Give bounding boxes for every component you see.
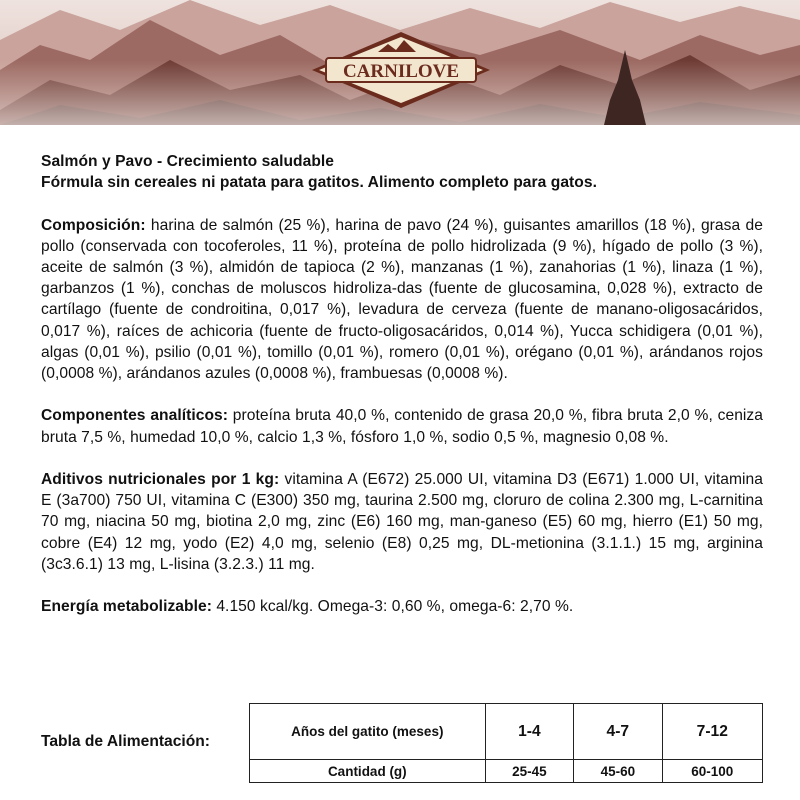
brand-logo xyxy=(308,30,494,110)
age-cell: 4-7 xyxy=(574,704,662,760)
amount-cell: 45-60 xyxy=(574,760,662,783)
amount-cell: 60-100 xyxy=(662,760,762,783)
additives-label: Aditivos nutricionales por 1 kg: xyxy=(41,471,280,488)
additives-paragraph xyxy=(41,469,763,575)
feeding-section xyxy=(41,703,763,783)
energy-text: 4.150 kcal/kg. Omega-3: 0,60 %, omega-6: 2,70 %. xyxy=(211,598,574,616)
age-cell: 7-12 xyxy=(662,704,762,760)
header-banner xyxy=(0,0,800,125)
analytical-text: proteína bruta 40,0 %, contenido de grasa 20,0 %, fibra bruta 2,0 %, ceniza bruta 7,5 %, humedad 10,0 %, calcio 1,3 %, fósforo 1,0 %, sodio 0,5 %, magnesio 0,08 %. xyxy=(41,407,763,446)
product-title: Salmón y Pavo - Crecimiento saludable xyxy=(41,153,335,170)
table-row xyxy=(250,760,763,783)
composition-label: Composición: xyxy=(41,216,146,234)
analytical-label: Componentes analíticos: xyxy=(41,407,228,425)
energy-label: Energía metabolizable: xyxy=(41,598,212,616)
amount-header-cell: Cantidad (g) xyxy=(250,760,486,783)
feeding-label: Tabla de Alimentación: xyxy=(41,733,210,750)
additives-text: vitamina A (E672) 25.000 UI, vitamina D3 (E671) 1.000 UI, vitamina E (3a700) 750 UI, vitamina C (E300) 350 mg, taurina 2.500 mg, cloruro de colina 2.300 mg, L-carnitina 70 mg, niacina 50 mg, biotina 2,0 mg, zinc (E6) 160 mg, man-ganeso (E5) 60 mg, hierro (E1) 50 mg, cobre (E4) 12 mg, yodo (E2) 4,0 mg, selenio (E8) 0,25 mg, DL-metionina (3.1.1.) 15 mg, arginina (3c3.6.1) 13 mg, L-lisina (3.2.3.) 11 mg. xyxy=(41,471,763,573)
age-cell: 1-4 xyxy=(485,704,573,760)
product-info xyxy=(41,151,763,617)
energy-paragraph xyxy=(41,596,763,617)
amount-cell: 25-45 xyxy=(485,760,573,783)
feeding-table xyxy=(249,703,763,783)
composition-text: harina de salmón (25 %), harina de pavo (24 %), guisantes amarillos (18 %), grasa de pollo (conservada con tocoferoles, 11 %), proteína de pollo hidrolizada (9 %), hígado de pollo (3 %), aceite de salmón (3 %), almidón de tapioca (2 %), manzanas (1 %), zanahorias (1 %), linaza (1 %), garbanzos (1 %), conchas de moluscos hidroliza-das (fuente de glucosamina, 0,028 %), extracto de cartílago (fuente de condroitina, 0,017 %), levadura de cerveza (fuente de manano-oligosacáridos, 0,017 %), raíces de achicoria (fuente de fructo-oligosacáridos, 0,014 %), Yucca schidigera (0,01 %), algas (0,01 %), psilio (0,01 %), tomillo (0,01 %), romero (0,01 %), orégano (0,01 %), arándanos rojos (0,0008 %), arándanos azules (0,0008 %), frambuesas (0,0008 %). xyxy=(41,216,763,383)
composition-paragraph xyxy=(41,215,763,385)
table-row xyxy=(250,704,763,760)
age-header-cell: Años del gatito (meses) xyxy=(250,704,486,760)
logo-wordmark: CARNILOVE xyxy=(342,61,460,82)
product-subtitle: Fórmula sin cereales ni patata para gatitos. Alimento completo para gatos. xyxy=(41,174,597,192)
analytical-paragraph xyxy=(41,405,763,447)
